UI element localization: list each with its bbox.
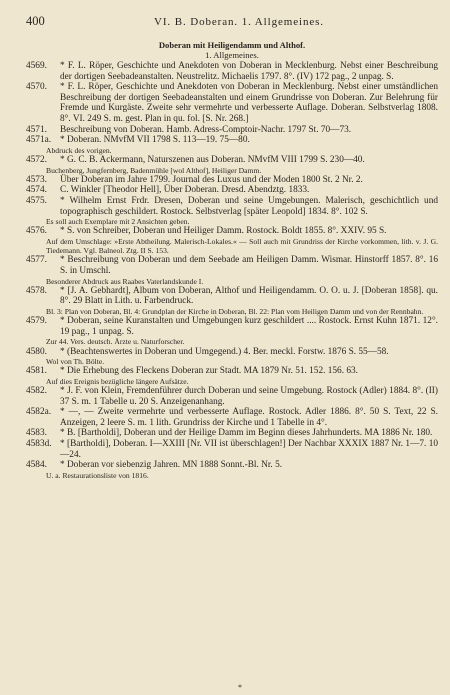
entry-note: Bl. 3: Plan von Doberan, Bl. 4: Grundplan der Kirche in Doberan, Bl. 22: Plan vom Heiligen Damm und von der Rennbahn.	[46, 306, 424, 316]
entry-note: Es soll auch Exemplare mit 2 Ansichten geben.	[46, 217, 190, 227]
bibliography-entry	[26, 286, 438, 307]
entry-text: * J. F. von Klein, Fremdenführer durch Doberan und seine Umgebung. Rostock (Adler) 1884. 8°. (II) 37 S. m. 1 Tabelle u. 20 S. Anzeigenanhang.	[60, 386, 438, 407]
entry-number: 4580.	[26, 346, 47, 357]
footer-mark: *	[238, 683, 242, 692]
entry-number: 4572.	[26, 154, 47, 165]
entry-note: Abdruck des vorigen.	[46, 145, 112, 155]
entry-note: U. a. Restaurationsliste von 1816.	[46, 470, 149, 480]
entry-text: * [J. A. Gebhardt], Album von Doberan, Althof und Heiligendamm. O. O. u. J. [Doberan 1858]. qu. 8°. 29 Blatt in Lith. u. Farbendruck.	[60, 285, 438, 307]
bibliography-entry	[26, 135, 438, 146]
bibliography-entry	[26, 460, 438, 471]
entry-text: * —, — Zweite vermehrte und verbesserte Auflage. Rostock. Adler 1886. 8°. 50 S. Text, 22 S. Anzeigen, 2 leere S. m. 1 lith. Grundriss der Kirche und 1 Tabelle in 4°.	[60, 407, 438, 428]
entry-note: Wol von Th. Bölte.	[46, 357, 105, 367]
entry-text: * Doberan. NMvfM VII 1798 S. 113—19. 75—80.	[60, 135, 250, 146]
bibliography-entry	[26, 366, 438, 377]
entry-text: * Beschreibung von Doberan und dem Seebade am Heiligen Damm. Wismar. Hinstorff 1857. 8°. 16 S. in Umschl.	[60, 255, 438, 276]
entry-text: Über Doberan im Jahre 1799. Journal des Luxus und der Moden 1800 St. 2 Nr. 2.	[60, 174, 363, 185]
entry-number: 4573.	[26, 174, 47, 185]
entry-note: Auf dies Ereignis bezügliche längere Aufsätze.	[46, 376, 189, 386]
entry-number: 4583d.	[26, 439, 52, 450]
entry-note: Zur 44. Vers. deutsch. Ärzte u. Naturforscher.	[46, 337, 185, 347]
entry-number: 4571a.	[26, 135, 52, 146]
bibliography-entry	[26, 196, 438, 217]
entry-text: C. Winkler [Theodor Hell], Über Doberan. Dresd. Abendztg. 1833.	[60, 185, 310, 196]
running-title: VI. B. Doberan. 1. Allgemeines.	[154, 16, 324, 28]
entry-text: * S. von Schreiber, Doberan und Heiliger Damm. Rostock. Boldt 1855. 8°. XXIV. 95 S.	[60, 226, 387, 237]
bibliography-entry	[26, 316, 438, 337]
bibliography-entry	[26, 61, 438, 82]
bibliography-entry	[26, 155, 438, 166]
bibliography-entry	[26, 407, 438, 428]
entry-text: * Wilhelm Ernst Frdr. Dresen, Doberan und seine Umgebungen. Malerisch, geschichtlich und topographisch geschildert. Rostock. Selbstverlag [später Leopold] 1834. 8°. 102 S.	[60, 195, 438, 217]
entry-number: 4578.	[26, 285, 47, 296]
page-header	[26, 14, 438, 32]
entry-number: 4584.	[26, 460, 47, 471]
bibliography-entry	[26, 185, 438, 196]
entry-number: 4571.	[26, 124, 47, 135]
section-subtitle: 1. Allgemeines.	[205, 50, 259, 60]
bibliography-entry	[26, 428, 438, 439]
entry-note: Buchenberg, Jungfernberg, Badenmühle [wol Althof], Heiliger Damm.	[46, 165, 262, 175]
entry-number: 4581.	[26, 366, 47, 377]
entry-number: 4569.	[26, 61, 47, 71]
entry-text: * (Beachtenswertes in Doberan und Umgegend.) 4. Ber. meckl. Forstw. 1876 S. 55—58.	[60, 346, 389, 357]
section-title: Doberan mit Heiligendamm und Althof.	[158, 40, 306, 50]
bibliography-entry	[26, 82, 438, 124]
bibliography-entry	[26, 386, 438, 407]
bibliography-entry	[26, 175, 438, 186]
entry-text: * F. L. Röper, Geschichte und Anekdoten von Doberan in Mecklenburg. Nebst einer umständlichen Beschreibung der dortigen Seebadeanstalten und einem Grundrisse von Doberan. Zur Belehrung für Fremde und Kurgäste. Zweite sehr vermehrte und verbesserte Auflage. Doberan. Selbstverlag 1808. 8°. VI. 249 S. m. gest. Plan in qu. fol. [S. Nr. 268.]	[60, 82, 438, 124]
entry-text: * Die Erhebung des Fleckens Doberan zur Stadt. MA 1879 Nr. 51. 152. 156. 63.	[60, 366, 358, 377]
page-number: 400	[26, 14, 45, 28]
bibliography-list	[26, 61, 438, 480]
entry-number: 4574.	[26, 185, 47, 196]
entry-text: * [Bartholdi], Doberan. I—XXIII [Nr. VII ist überschlagen!] Der Nachbar XXXIX 1887 Nr. 1—7. 10—24.	[60, 439, 438, 460]
entry-note: Besonderer Abdruck aus Raabes Vaterlandskunde I.	[46, 276, 204, 286]
entry-number: 4575.	[26, 195, 47, 206]
entry-text: * F. L. Röper, Geschichte und Anekdoten von Doberan in Mecklenburg. Nebst einer Beschreibung der dortigen Seebadeanstalten. Neustrelitz. Michaelis 1797. 8°. (IV) 172 pag., 2 unpag. S.	[60, 61, 438, 82]
entry-number: 4583.	[26, 428, 47, 439]
entry-number: 4570.	[26, 82, 47, 93]
bibliography-entry	[26, 439, 438, 460]
entry-text: * G. C. B. Ackermann, Naturszenen aus Doberan. NMvfM VIII 1799 S. 230—40.	[60, 154, 365, 165]
entry-note: Auf dem Umschlage: »Erste Abtheilung. Malerisch-Lokales.« — Soll auch mit Grundriss der Kirche vorkommen, lith. v. J. G. Tiedemann. Vgl. Balneol. Ztg. II S. 153.	[46, 236, 438, 256]
entry-text: * B. [Bartholdi], Doberan und der Heilige Damm im Beginn dieses Jahrhunderts. MA 1886 Nr. 180.	[60, 428, 433, 439]
entry-text: * Doberan vor siebenzig Jahren. MN 1888 Sonnt.-Bl. Nr. 5.	[60, 460, 283, 471]
entry-number: 4582a.	[26, 407, 52, 418]
bibliography-entry	[26, 226, 438, 237]
bibliography-entry	[26, 125, 438, 136]
bibliography-entry	[26, 255, 438, 276]
entry-text: Beschreibung von Doberan. Hamb. Adress-Comptoir-Nachr. 1797 St. 70—73.	[60, 124, 352, 135]
bibliography-entry	[26, 347, 438, 358]
entry-number: 4579.	[26, 316, 47, 327]
entry-number: 4582.	[26, 386, 47, 397]
entry-number: 4577.	[26, 255, 47, 266]
entry-text: * Doberan, seine Kuranstalten und Umgebungen kurz geschildert .... Rostock. Ernst Kuhn 1871. 12°. 19 pag., 1 unpag. S.	[60, 316, 438, 337]
entry-number: 4576.	[26, 226, 47, 237]
